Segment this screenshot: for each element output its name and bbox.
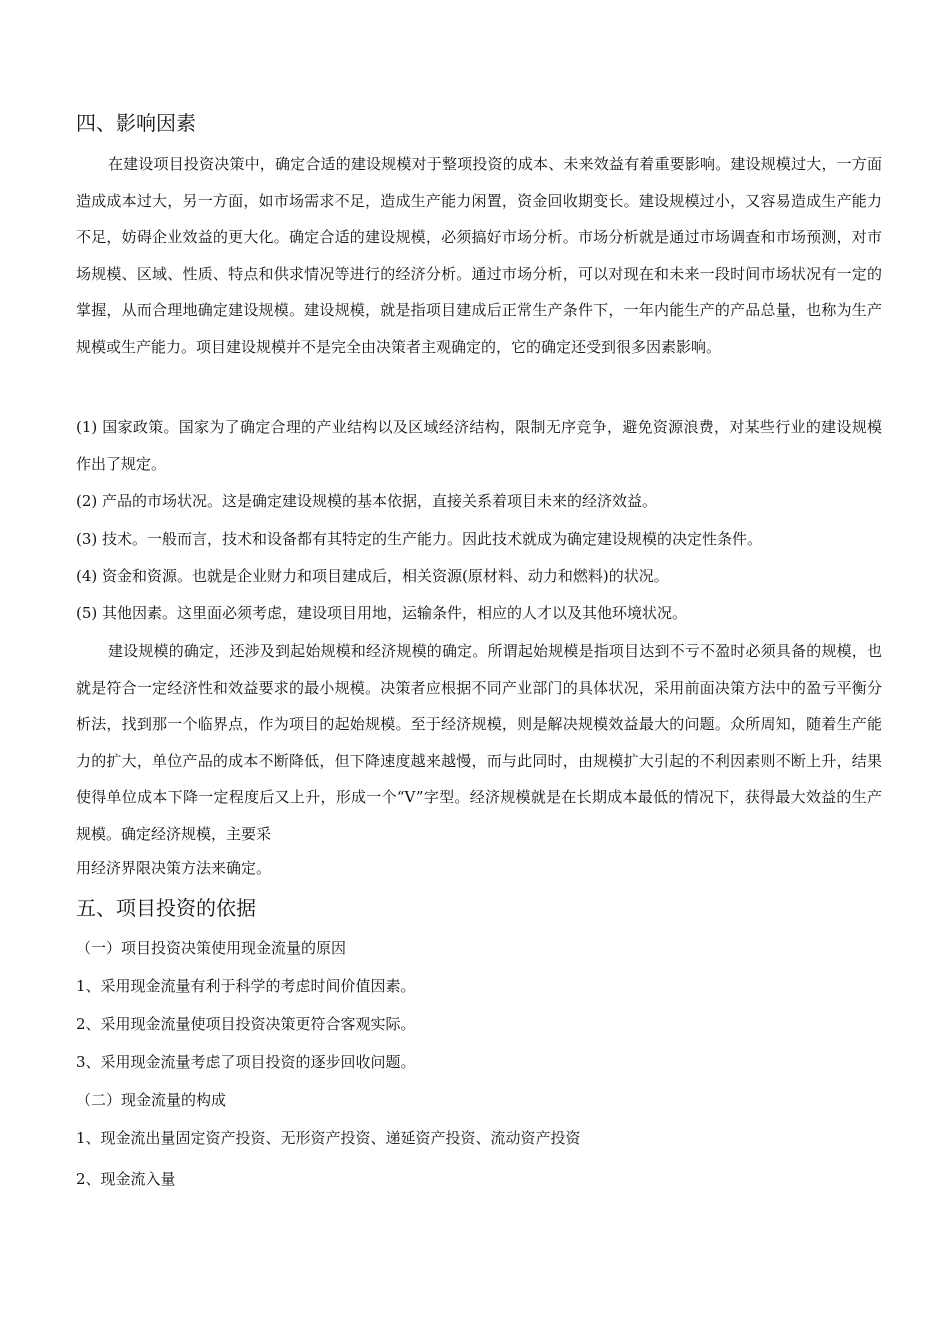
section-heading-investment-basis: 五、项目投资的依据	[76, 896, 256, 920]
component-item-1: 1、现金流出量固定资产投资、无形资产投资、递延资产投资、流动资产投资	[76, 1129, 581, 1147]
reason-item-3: 3、采用现金流量考虑了项目投资的逐步回收问题。	[76, 1053, 416, 1071]
subheading-cash-flow-components: （二）现金流量的构成	[76, 1091, 227, 1109]
component-item-2: 2、现金流入量	[76, 1170, 176, 1188]
factor-item-3: (3) 技术。一般而言，技术和设备都有其特定的生产能力。因此技术就成为确定建设规模的决定性条件。	[76, 530, 763, 548]
section-heading-influencing-factors: 四、影响因素	[76, 111, 196, 135]
closing-paragraph: 建设规模的确定，还涉及到起始规模和经济规模的确定。所谓起始规模是指项目达到不亏不盈时必须具备的规模，也就是符合一定经济性和效益要求的最小规模。决策者应根据不同产业部门的具体状况，采用前面决策方法中的盈亏平衡分析法，找到那一个临界点，作为项目的起始规模。至于经济规模，则是解决规模效益最大的问题。众所周知，随着生产能力的扩大，单位产品的成本不断降低，但下降速度越来越慢，而与此同时，由规模扩大引起的不利因素则不断上升，结果使得单位成本下降一定程度后又上升，形成一个“V”字型。经济规模就是在长期成本最低的情况下，获得最大效益的生产规模。确定经济规模，主要采	[76, 642, 882, 843]
factor-item-2: (2) 产品的市场状况。这是确定建设规模的基本依据，直接关系着项目未来的经济效益。	[76, 492, 658, 510]
factor-item-5: (5) 其他因素。这里面必须考虑，建设项目用地，运输条件，相应的人才以及其他环境状况。	[76, 604, 688, 622]
reason-item-2: 2、采用现金流量使项目投资决策更符合客观实际。	[76, 1015, 416, 1033]
subheading-cash-flow-reasons: （一）项目投资决策使用现金流量的原因	[76, 939, 347, 957]
factor-item-1: (1) 国家政策。国家为了确定合理的产业结构以及区域经济结构，限制无序竞争，避免资源浪费，对某些行业的建设规模作出了规定。	[76, 418, 882, 473]
factor-item-4: (4) 资金和资源。也就是企业财力和项目建成后，相关资源(原材料、动力和燃料)的状况。	[76, 567, 669, 585]
intro-paragraph: 在建设项目投资决策中，确定合适的建设规模对于整项投资的成本、未来效益有着重要影响。建设规模过大，一方面造成成本过大，另一方面，如市场需求不足，造成生产能力闲置，资金回收期变长。建设规模过小，又容易造成生产能力不足，妨碍企业效益的更大化。确定合适的建设规模，必须搞好市场分析。市场分析就是通过市场调查和市场预测，对市场规模、区域、性质、特点和供求情况等进行的经济分析。通过市场分析，可以对现在和未来一段时间市场状况有一定的掌握，从而合理地确定建设规模。建设规模，就是指项目建成后正常生产条件下，一年内能生产的产品总量，也称为生产规模或生产能力。项目建设规模并不是完全由决策者主观确定的，它的确定还受到很多因素影响。	[76, 155, 882, 356]
closing-paragraph-tail: 用经济界限决策方法来确定。	[76, 859, 272, 877]
reason-item-1: 1、采用现金流量有利于科学的考虑时间价值因素。	[76, 977, 416, 995]
